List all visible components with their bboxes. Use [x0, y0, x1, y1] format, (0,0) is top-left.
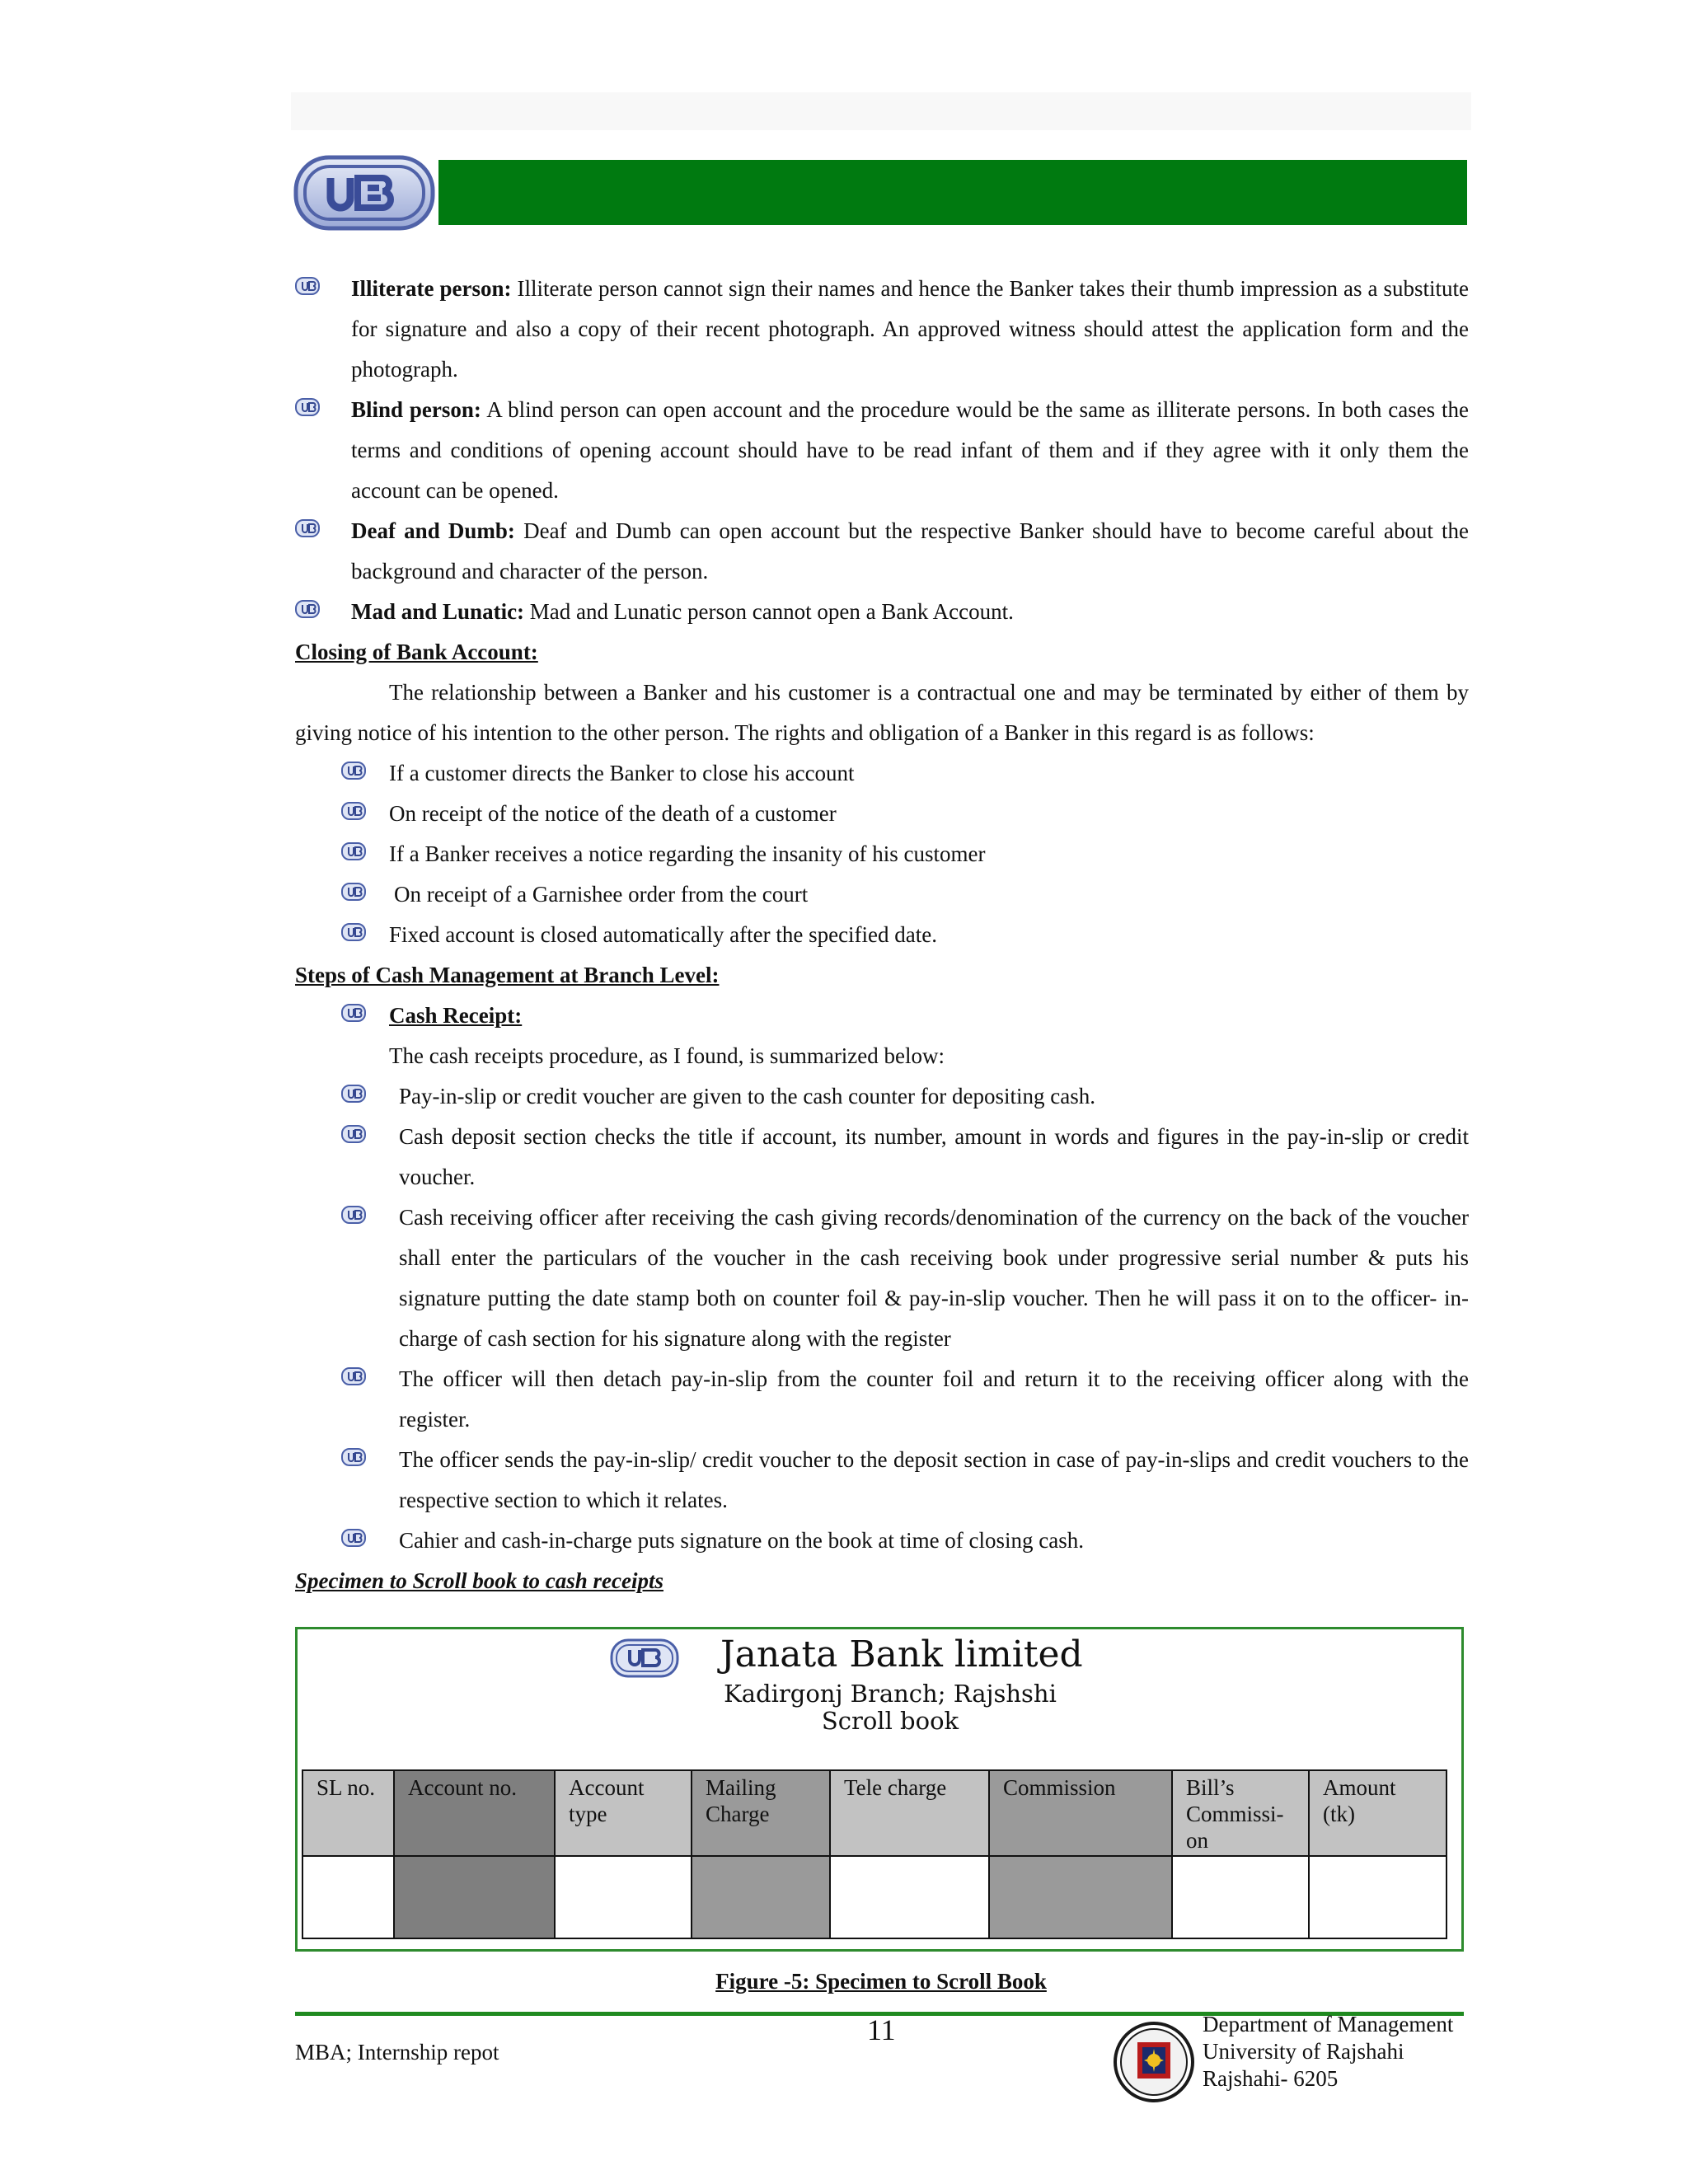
cash-step: Cash receiving officer after receiving the cash giving records/denomination of the currency on the back of the voucher shall enter the particulars of the voucher in the cash receiving book under progressive serial number & puts his signature putting the date stamp both on counter foil & pay-in-slip voucher. Then he will pass it on to the officer- in-charge of cash section for his signature along with the register — [399, 1205, 1469, 1351]
cash-step: Pay-in-slip or credit voucher are given to the cash counter for depositing cash. — [399, 1084, 1095, 1108]
deaf-heading: Deaf and Dumb: — [351, 518, 515, 543]
cash-receipt-heading: Cash Receipt: — [389, 1003, 523, 1028]
jb-bullet-icon — [295, 600, 320, 618]
cash-step: Cash deposit section checks the title if account, its number, amount in words and figures in the pay-in-slip or credit voucher. — [399, 1124, 1469, 1189]
closing-item: Fixed account is closed automatically after the specified date. — [389, 922, 937, 947]
cash-step: The officer sends the pay-in-slip/ credit voucher to the deposit section in case of pay-in-slips and credit vouchers to the respective section to which it relates. — [399, 1447, 1469, 1512]
table-cell — [692, 1856, 830, 1938]
bank-name: Janata Bank limited — [720, 1633, 1083, 1675]
specimen-heading: Specimen to Scroll book to cash receipts — [295, 1568, 663, 1593]
table-cell — [302, 1856, 394, 1938]
jb-logo-icon — [610, 1638, 679, 1678]
jb-bullet-icon — [341, 923, 366, 941]
jb-bullet-icon — [341, 1125, 366, 1143]
illiterate-text: Illiterate person cannot sign their names and hence the Banker takes their thumb impression as a substitute for signature and also a copy of their recent photograph. An approved witness should attest the application form and the photograph. — [351, 276, 1469, 382]
footer-address: Rajshahi- 6205 — [1203, 2066, 1339, 2091]
jb-bullet-icon — [341, 1206, 366, 1224]
table-row — [302, 1856, 1447, 1938]
scroll-book-table — [302, 1769, 1447, 1939]
closing-item: On receipt of a Garnishee order from the court — [394, 882, 809, 907]
book-name: Scroll book — [821, 1707, 959, 1735]
university-seal-icon — [1113, 2021, 1195, 2103]
illiterate-heading: Illiterate person: — [351, 276, 512, 301]
blind-paragraph — [351, 390, 1469, 511]
column-header: Amount (tk) — [1309, 1770, 1447, 1856]
lunatic-heading: Mad and Lunatic: — [351, 599, 525, 624]
column-header: Account type — [555, 1770, 692, 1856]
jb-bullet-icon — [341, 1085, 366, 1103]
jb-bullet-icon — [341, 1529, 366, 1547]
cash-step: Cahier and cash-in-charge puts signature on the book at time of closing cash. — [399, 1528, 1085, 1553]
cash-heading: Steps of Cash Management at Branch Level: — [295, 963, 720, 987]
jb-bullet-icon — [341, 883, 366, 901]
closing-heading: Closing of Bank Account: — [295, 640, 538, 664]
jb-bullet-icon — [295, 398, 320, 416]
top-strip — [291, 92, 1471, 130]
jb-bullet-icon — [341, 802, 366, 820]
blind-heading: Blind person: — [351, 397, 481, 422]
jb-logo-icon — [293, 155, 435, 231]
jb-bullet-icon — [295, 519, 320, 537]
cash-receipt-intro: The cash receipts procedure, as I found, is summarized below: — [389, 1043, 945, 1068]
closing-intro: The relationship between a Banker and his customer is a contractual one and may be terminated by either of them by giving notice of his intention to the other person. The rights and obligation of a Banker in this regard is as follows: — [295, 680, 1469, 745]
column-header: Account no. — [394, 1770, 555, 1856]
table-cell — [1309, 1856, 1447, 1938]
closing-item: If a customer directs the Banker to close his account — [389, 761, 855, 785]
column-header: Commission — [989, 1770, 1172, 1856]
column-header: Mailing Charge — [692, 1770, 830, 1856]
page-number: 11 — [867, 2013, 896, 2046]
table-cell — [830, 1856, 989, 1938]
blind-text: A blind person can open account and the procedure would be the same as illiterate persons. In both cases the terms and conditions of opening account should have to be read infant of them and if they agree with it only them the account can be opened. — [351, 397, 1470, 503]
column-header: SL no. — [302, 1770, 394, 1856]
figure-caption: Figure -5: Specimen to Scroll Book — [715, 1969, 1047, 1994]
jb-bullet-icon — [341, 1004, 366, 1022]
table-cell — [989, 1856, 1172, 1938]
lunatic-text: Mad and Lunatic person cannot open a Bank Account. — [529, 599, 1014, 624]
header-green-bar — [438, 160, 1467, 225]
table-cell — [394, 1856, 555, 1938]
jb-bullet-icon — [341, 1367, 366, 1385]
footer-university: University of Rajshahi — [1203, 2039, 1404, 2064]
column-header: Tele charge — [830, 1770, 989, 1856]
lunatic-paragraph — [351, 592, 1469, 632]
jb-bullet-icon — [341, 842, 366, 860]
deaf-paragraph — [351, 511, 1469, 592]
closing-item: If a Banker receives a notice regarding the insanity of his customer — [389, 841, 986, 866]
jb-bullet-icon — [341, 762, 366, 780]
illiterate-paragraph — [351, 269, 1469, 390]
column-header: Bill’s Commissi- on — [1172, 1770, 1309, 1856]
footer-left-text: MBA; Internship repot — [295, 2040, 499, 2064]
jb-bullet-icon — [295, 277, 320, 295]
footer-department: Department of Management — [1203, 2012, 1454, 2036]
table-header-row — [302, 1770, 1447, 1856]
table-cell — [1172, 1856, 1309, 1938]
table-cell — [555, 1856, 692, 1938]
cash-step: The officer will then detach pay-in-slip from the counter foil and return it to the receiving officer along with the register. — [399, 1366, 1469, 1432]
deaf-text: Deaf and Dumb can open account but the respective Banker should have to become careful about the background and character of the person. — [351, 518, 1470, 583]
closing-item: On receipt of the notice of the death of a customer — [389, 801, 837, 826]
branch-name: Kadirgonj Branch; Rajshshi — [724, 1680, 1057, 1708]
jb-bullet-icon — [341, 1448, 366, 1466]
